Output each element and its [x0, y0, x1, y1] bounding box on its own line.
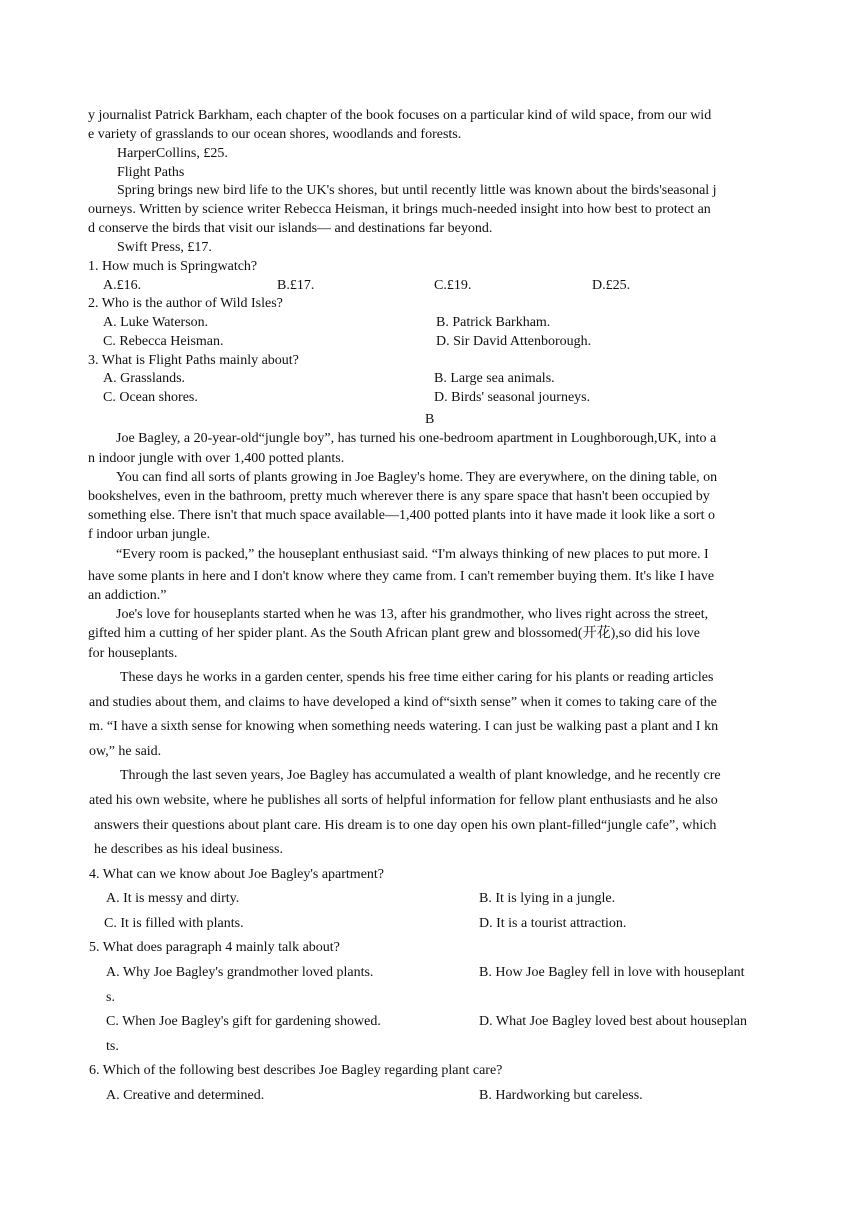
text-line: Swift Press, £17. [117, 240, 212, 255]
text-line: for houseplants. [88, 646, 178, 661]
section-heading: B [425, 412, 435, 427]
option-d: D. What Joe Bagley loved best about houseplan [479, 1014, 748, 1029]
option-a: A. Why Joe Bagley's grandmother loved plants. [106, 965, 374, 980]
text-line: You can find all sorts of plants growing in Joe Bagley's home. They are everywhere, on the dining table, on [116, 470, 718, 485]
text-line: m. “I have a sixth sense for knowing when something needs watering. I can just be walking past a plant and I kn [89, 719, 719, 734]
text-line: and studies about them, and claims to have developed a kind of“sixth sense” when it comes to taking care of the [89, 695, 717, 710]
text-line: ow,” he said. [89, 744, 162, 759]
text-line: ated his own website, where he publishes all sorts of helpful information for fellow plant enthusiasts and he also [89, 793, 718, 808]
text-line: n indoor jungle with over 1,400 potted plants. [88, 451, 345, 466]
text-line: e variety of grasslands to our ocean shores, woodlands and forests. [88, 127, 462, 142]
text-line: have some plants in here and I don't know where they came from. I can't remember buying them. It's like I have [88, 569, 715, 584]
question-stem: 5. What does paragraph 4 mainly talk about? [89, 940, 340, 955]
text-line: “Every room is packed,” the houseplant enthusiast said. “I'm always thinking of new places to put more. I [116, 547, 709, 562]
option-d: D. Birds' seasonal journeys. [434, 390, 591, 405]
book-title: Flight Paths [117, 165, 185, 180]
option-a: A. Creative and determined. [106, 1088, 265, 1103]
option-c: C.£19. [434, 278, 472, 293]
text-line: something else. There isn't that much space available—1,400 potted plants into it have made it look like a sort o [88, 508, 716, 523]
question-stem: 4. What can we know about Joe Bagley's apartment? [89, 867, 385, 882]
option-b: B.£17. [277, 278, 315, 293]
option-b: B. Hardworking but careless. [479, 1088, 643, 1103]
text-line: Spring brings new bird life to the UK's shores, but until recently little was known about the birds'seasonal j [117, 183, 717, 198]
option-a: A.£16. [103, 278, 142, 293]
text-line: y journalist Patrick Barkham, each chapter of the book focuses on a particular kind of wild space, from our wid [88, 108, 712, 123]
text-line: Joe Bagley, a 20-year-old“jungle boy”, has turned his one-bedroom apartment in Loughborough,UK, into a [116, 431, 717, 446]
text-line: an addiction.” [88, 588, 167, 603]
text-line: he describes as his ideal business. [94, 842, 283, 857]
option-d-wrap: ts. [106, 1039, 119, 1054]
text-line: gifted him a cutting of her spider plant. As the South African plant grew and blossomed(开花),so did his love [88, 626, 701, 641]
text-line: Through the last seven years, Joe Bagley has accumulated a wealth of plant knowledge, and he recently cre [120, 768, 721, 783]
text-line: HarperCollins, £25. [117, 146, 228, 161]
question-stem: 6. Which of the following best describes Joe Bagley regarding plant care? [89, 1063, 503, 1078]
option-c: C. When Joe Bagley's gift for gardening showed. [106, 1014, 381, 1029]
question-stem: 3. What is Flight Paths mainly about? [88, 353, 299, 368]
option-b: B. How Joe Bagley fell in love with houseplant [479, 965, 745, 980]
option-a: A. Grasslands. [103, 371, 186, 386]
text-line: ourneys. Written by science writer Rebecca Heisman, it brings much-needed insight into how best to protect an [88, 202, 711, 217]
option-a: A. Luke Waterson. [103, 315, 209, 330]
text-line: d conserve the birds that visit our islands— and destinations far beyond. [88, 221, 493, 236]
option-d: D.£25. [592, 278, 631, 293]
option-d: D. Sir David Attenborough. [436, 334, 592, 349]
option-b: B. Patrick Barkham. [436, 315, 551, 330]
option-c: C. Rebecca Heisman. [103, 334, 224, 349]
text-line: bookshelves, even in the bathroom, pretty much wherever there is any spare space that hasn't been occupied by [88, 489, 710, 504]
option-a: A. It is messy and dirty. [106, 891, 240, 906]
option-d: D. It is a tourist attraction. [479, 916, 627, 931]
option-b: B. Large sea animals. [434, 371, 555, 386]
option-c: C. It is filled with plants. [104, 916, 244, 931]
question-stem: 1. How much is Springwatch? [88, 259, 258, 274]
text-line: Joe's love for houseplants started when he was 13, after his grandmother, who lives right across the street, [116, 607, 709, 622]
option-b: B. It is lying in a jungle. [479, 891, 616, 906]
text-line: answers their questions about plant care. His dream is to one day open his own plant-filled“jungle cafe”, which [94, 818, 717, 833]
text-line: f indoor urban jungle. [88, 527, 211, 542]
question-stem: 2. Who is the author of Wild Isles? [88, 296, 283, 311]
option-c: C. Ocean shores. [103, 390, 198, 405]
option-b-wrap: s. [106, 990, 115, 1005]
text-line: These days he works in a garden center, spends his free time either caring for his plants or reading articles [120, 670, 714, 685]
